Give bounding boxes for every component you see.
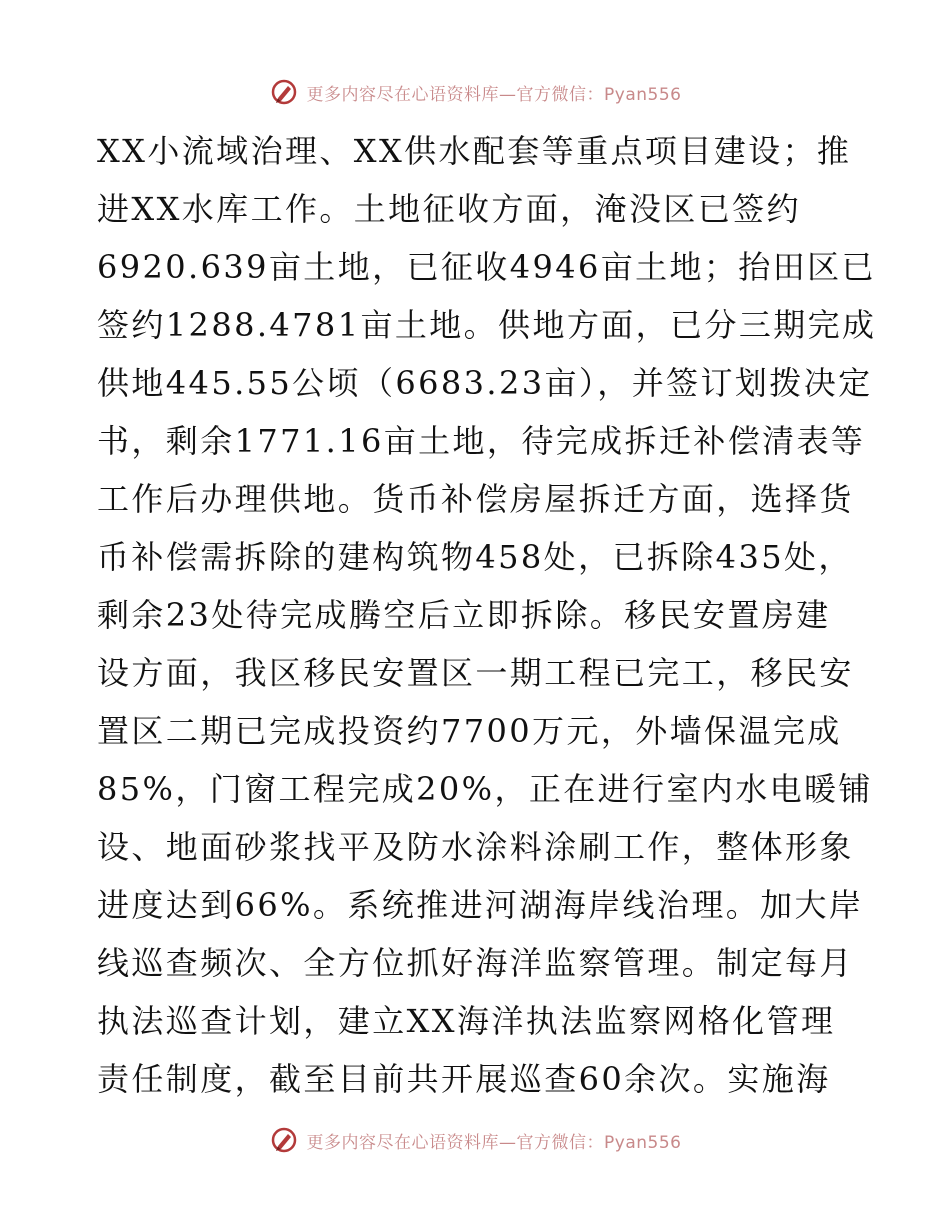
body-line: 设方面，我区移民安置区一期工程已完工，移民安 [97, 654, 854, 692]
body-line: 线巡查频次、全方位抓好海洋监察管理。制定每月 [97, 944, 854, 982]
body-line: 执法巡查计划，建立XX海洋执法监察网格化管理 [97, 1002, 836, 1040]
header-banner [0, 72, 950, 112]
body-line: 责任制度，截至目前共开展巡查60余次。实施海 [97, 1060, 831, 1098]
pen-logo-icon [269, 1125, 299, 1155]
header-banner-text: 更多内容尽在心语资料库—官方微信：Pyan556 [306, 84, 682, 105]
body-line: 工作后办理供地。货币补偿房屋拆迁方面，选择货 [97, 480, 854, 518]
body-line: 进度达到66%。系统推进河湖海岸线治理。加大岸 [97, 886, 864, 924]
footer-banner-text: 更多内容尽在心语资料库—官方微信：Pyan556 [306, 1132, 682, 1153]
body-line: 签约1288.4781亩土地。供地方面，已分三期完成 [97, 306, 877, 344]
body-line: 设、地面砂浆找平及防水涂料涂刷工作，整体形象 [97, 828, 854, 866]
body-line: 置区二期已完成投资约7700万元，外墙保温完成 [97, 712, 842, 750]
body-line: 进XX水库工作。土地征收方面，淹没区已签约 [97, 190, 801, 228]
body-line: 币补偿需拆除的建构筑物458处，已拆除435处， [97, 538, 853, 576]
body-line: 6920.639亩土地，已征收4946亩土地；抬田区已 [97, 248, 876, 286]
body-line: 书，剩余1771.16亩土地，待完成拆迁补偿清表等 [97, 422, 866, 460]
body-line: 供地445.55公顷（6683.23亩），并签订划拨决定 [97, 364, 873, 402]
footer-banner [0, 1120, 950, 1160]
body-line: 85%，门窗工程完成20%，正在进行室内水电暖铺 [97, 770, 873, 808]
body-line: 剩余23处待完成腾空后立即拆除。移民安置房建 [97, 596, 831, 634]
body-line: XX小流域治理、XX供水配套等重点项目建设；推 [97, 132, 852, 170]
document-body [97, 122, 877, 1108]
pen-logo-icon [269, 77, 299, 107]
